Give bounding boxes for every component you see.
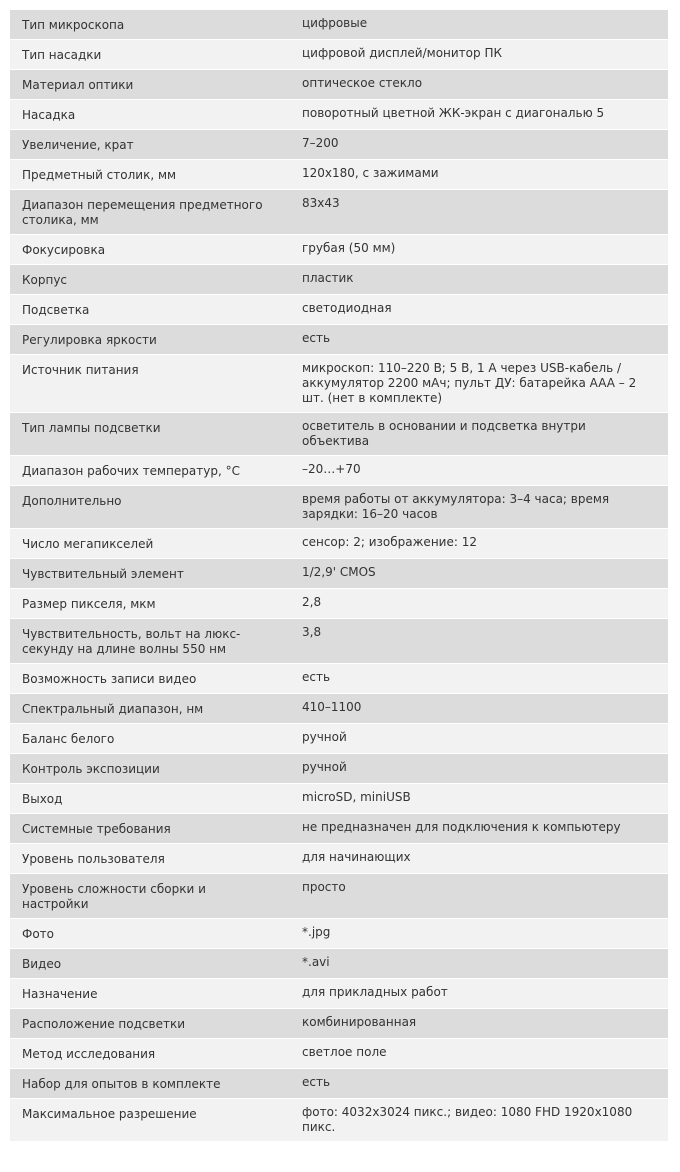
spec-label: Подсветка	[10, 295, 286, 324]
spec-row	[10, 694, 668, 723]
spec-row	[10, 754, 668, 783]
spec-value: *.jpg	[286, 919, 668, 948]
spec-label: Размер пикселя, мкм	[10, 589, 286, 618]
spec-label: Баланс белого	[10, 724, 286, 753]
spec-value: для прикладных работ	[286, 979, 668, 1008]
spec-value: 2,8	[286, 589, 668, 618]
spec-value: комбинированная	[286, 1009, 668, 1038]
spec-label: Дополнительно	[10, 486, 286, 528]
spec-value: просто	[286, 874, 668, 918]
spec-row	[10, 1009, 668, 1038]
spec-label: Метод исследования	[10, 1039, 286, 1068]
spec-label: Максимальное разрешение	[10, 1099, 286, 1141]
spec-value: светлое поле	[286, 1039, 668, 1068]
spec-value: microSD, miniUSB	[286, 784, 668, 813]
spec-row	[10, 919, 668, 948]
specs-table	[10, 9, 668, 1142]
spec-value: цифровой дисплей/монитор ПК	[286, 40, 668, 69]
spec-value: поворотный цветной ЖК-экран с диагональю 5	[286, 100, 668, 129]
spec-label: Тип насадки	[10, 40, 286, 69]
spec-row	[10, 664, 668, 693]
spec-value: грубая (50 мм)	[286, 235, 668, 264]
spec-row	[10, 190, 668, 234]
spec-value: 1/2,9' CMOS	[286, 559, 668, 588]
spec-value: *.avi	[286, 949, 668, 978]
spec-row	[10, 529, 668, 558]
spec-row	[10, 413, 668, 455]
spec-value: пластик	[286, 265, 668, 294]
spec-label: Увеличение, крат	[10, 130, 286, 159]
spec-label: Чувствительный элемент	[10, 559, 286, 588]
spec-label: Чувствительность, вольт на люкс-секунду на длине волны 550 нм	[10, 619, 286, 663]
spec-row	[10, 325, 668, 354]
spec-row	[10, 295, 668, 324]
spec-label: Назначение	[10, 979, 286, 1008]
spec-row	[10, 559, 668, 588]
spec-label: Тип лампы подсветки	[10, 413, 286, 455]
spec-row	[10, 844, 668, 873]
spec-row	[10, 949, 668, 978]
spec-label: Источник питания	[10, 355, 286, 412]
spec-value: есть	[286, 325, 668, 354]
spec-label: Диапазон рабочих температур, °С	[10, 456, 286, 485]
spec-row	[10, 100, 668, 129]
spec-value: 3,8	[286, 619, 668, 663]
spec-label: Фокусировка	[10, 235, 286, 264]
spec-label: Выход	[10, 784, 286, 813]
spec-value: цифровые	[286, 10, 668, 39]
spec-row	[10, 784, 668, 813]
spec-label: Системные требования	[10, 814, 286, 843]
spec-label: Фото	[10, 919, 286, 948]
spec-label: Контроль экспозиции	[10, 754, 286, 783]
spec-row	[10, 979, 668, 1008]
spec-row	[10, 589, 668, 618]
spec-row	[10, 486, 668, 528]
specs-table-body	[10, 10, 668, 1141]
spec-label: Диапазон перемещения предметного столика, мм	[10, 190, 286, 234]
spec-row	[10, 619, 668, 663]
spec-value: ручной	[286, 754, 668, 783]
spec-row	[10, 1099, 668, 1141]
spec-label: Материал оптики	[10, 70, 286, 99]
spec-row	[10, 355, 668, 412]
spec-value: 410–1100	[286, 694, 668, 723]
spec-value: есть	[286, 1069, 668, 1098]
spec-row	[10, 724, 668, 753]
spec-value: фото: 4032x3024 пикс.; видео: 1080 FHD 1920x1080 пикс.	[286, 1099, 668, 1141]
spec-value: светодиодная	[286, 295, 668, 324]
spec-row	[10, 814, 668, 843]
spec-label: Число мегапикселей	[10, 529, 286, 558]
spec-value: осветитель в основании и подсветка внутри объектива	[286, 413, 668, 455]
spec-value: 83x43	[286, 190, 668, 234]
spec-label: Расположение подсветки	[10, 1009, 286, 1038]
spec-row	[10, 874, 668, 918]
spec-value: оптическое стекло	[286, 70, 668, 99]
spec-row	[10, 130, 668, 159]
spec-label: Набор для опытов в комплекте	[10, 1069, 286, 1098]
spec-row	[10, 10, 668, 39]
spec-label: Спектральный диапазон, нм	[10, 694, 286, 723]
spec-row	[10, 1069, 668, 1098]
spec-row	[10, 1039, 668, 1068]
spec-label: Предметный столик, мм	[10, 160, 286, 189]
spec-row	[10, 160, 668, 189]
spec-row	[10, 235, 668, 264]
spec-row	[10, 70, 668, 99]
spec-label: Возможность записи видео	[10, 664, 286, 693]
spec-value: для начинающих	[286, 844, 668, 873]
spec-value: ручной	[286, 724, 668, 753]
spec-value: не предназначен для подключения к компьютеру	[286, 814, 668, 843]
spec-label: Видео	[10, 949, 286, 978]
spec-row	[10, 40, 668, 69]
spec-row	[10, 456, 668, 485]
spec-value: –20…+70	[286, 456, 668, 485]
spec-label: Тип микроскопа	[10, 10, 286, 39]
spec-value: 120x180, с зажимами	[286, 160, 668, 189]
spec-label: Корпус	[10, 265, 286, 294]
spec-label: Уровень сложности сборки и настройки	[10, 874, 286, 918]
spec-label: Насадка	[10, 100, 286, 129]
spec-value: 7–200	[286, 130, 668, 159]
spec-value: сенсор: 2; изображение: 12	[286, 529, 668, 558]
spec-label: Регулировка яркости	[10, 325, 286, 354]
spec-value: микроскоп: 110–220 В; 5 В, 1 А через USB-кабель / аккумулятор 2200 мАч; пульт ДУ: батарейка AAA – 2 шт. (нет в комплекте)	[286, 355, 668, 412]
spec-value: есть	[286, 664, 668, 693]
spec-label: Уровень пользователя	[10, 844, 286, 873]
spec-row	[10, 265, 668, 294]
spec-value: время работы от аккумулятора: 3–4 часа; время зарядки: 16–20 часов	[286, 486, 668, 528]
